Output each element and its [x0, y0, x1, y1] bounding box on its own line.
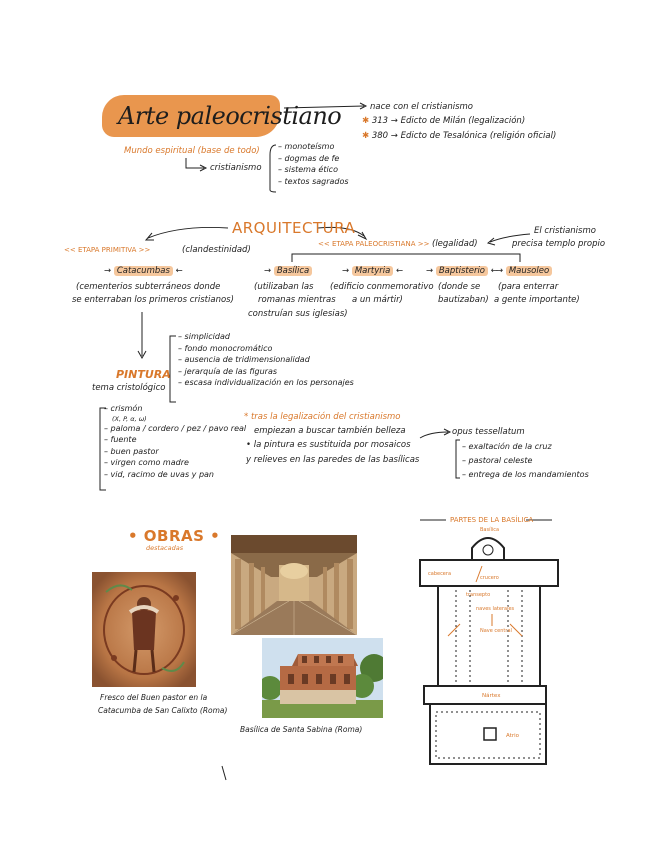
list-item: – simplicidad: [178, 332, 230, 341]
arch-note-1: El cristianismo: [534, 226, 596, 236]
mundo-sub: cristianismo: [210, 163, 262, 173]
edict-tesalonica: ✱ 380 → Edicto de Tesalónica (religión oficial): [362, 131, 557, 141]
mausoleo-desc-2: a gente importante): [494, 295, 580, 305]
plan-label-atrio: Atrio: [506, 733, 519, 739]
martyria-desc-1: (edificio conmemorativo: [330, 282, 434, 292]
martyria-desc-2: a un mártir): [352, 295, 403, 305]
mundo-label: Mundo espiritual (base de todo): [124, 146, 260, 156]
list-item: – vid, racimo de uvas y pan: [104, 469, 214, 479]
list-item: – crismón: [104, 404, 143, 413]
basilica: → Basílica: [264, 266, 312, 277]
etapa-paleo-note: (legalidad): [432, 239, 478, 249]
list-item: – virgen como madre: [104, 458, 189, 467]
caption-santa-sabina: Basílica de Santa Sabina (Roma): [240, 725, 363, 734]
obras-sub: destacadas: [146, 544, 184, 552]
caption-fresco-2: Catacumba de San Calixto (Roma): [98, 706, 228, 715]
section-title-pintura: PINTURA: [116, 368, 171, 381]
mausoleo: → Mausoleo: [496, 266, 552, 277]
plan-label-transepto: transepto: [466, 592, 491, 598]
intro-line: nace con el cristianismo: [370, 102, 473, 112]
martyria: → Martyria ←: [342, 266, 404, 276]
etapa-primitiva-note: (clandestinidad): [182, 245, 251, 255]
baptisterio-desc-1: (donde se: [438, 282, 481, 292]
mausoleo-desc-1: (para enterrar: [498, 282, 559, 292]
catacumbas: → Catacumbas ←: [104, 266, 183, 276]
baptisterio: → Baptisterio ←: [426, 266, 498, 276]
section-title-obras: • OBRAS •: [128, 527, 221, 545]
asterisk-icon: ✱: [362, 116, 372, 126]
list-item: – jerarquía de las figuras: [178, 366, 278, 376]
plan-label-naves: naves laterales: [476, 606, 515, 612]
list-item: – dogmas de fe: [278, 153, 340, 163]
asterisk-icon: ✱: [362, 131, 372, 141]
list-item: – entrega de los mandamientos: [462, 470, 589, 479]
legal-line-1: empiezan a buscar también belleza: [254, 426, 406, 436]
list-item: – pastoral celeste: [462, 456, 533, 465]
section-title-arquitectura: ARQUITECTURA: [232, 219, 356, 237]
arch-note-2: precisa templo propio: [512, 239, 606, 249]
page-title: Arte paleocristiano: [118, 102, 342, 130]
plan-label-crucero: crucero: [480, 575, 499, 581]
plan-label-nave-central: Nave central: [480, 628, 512, 634]
list-item: – exaltación de la cruz: [462, 442, 552, 451]
catacumbas-desc-1: (cementerios subterráneos donde: [76, 282, 221, 292]
list-item: – monoteísmo: [278, 142, 335, 151]
legal-line-2: • la pintura es sustituida por mosaicos: [246, 440, 411, 450]
list-item: – fondo monocromático: [178, 343, 273, 353]
list-item: – sistema ético: [278, 165, 338, 174]
tema-cristologico: tema cristológico: [92, 383, 166, 393]
list-item: – textos sagrados: [278, 176, 349, 186]
basilica-desc-2: romanas mientras: [258, 295, 336, 305]
legal-head: * tras la legalización del cristianismo: [244, 412, 401, 422]
legal-line-3: y relieves en las paredes de las basílicas: [246, 455, 420, 465]
plan-label-basilica: Basílica: [480, 527, 500, 533]
etapa-primitiva: << ETAPA PRIMITIVA >>: [64, 246, 151, 254]
catacumbas-desc-2: se enterraban los primeros cristianos): [72, 295, 234, 305]
edict-milan: ✱ 313 → Edicto de Milán (legalización): [362, 116, 526, 126]
opus-tessellatum: opus tessellatum: [452, 427, 525, 437]
baptisterio-desc-2: bautizaban): [438, 295, 489, 305]
caption-fresco-1: Fresco del Buen pastor en la: [100, 693, 208, 702]
plano-title: PARTES DE LA BASÍLICA: [450, 516, 534, 524]
basilica-desc-3: construían sus iglesias): [248, 309, 348, 319]
list-item: – escasa individualización en los personajes: [178, 378, 354, 387]
basilica-desc-1: (utilizaban las: [254, 282, 314, 292]
list-item: – fuente: [104, 435, 137, 444]
list-item: – paloma / cordero / pez / pavo real: [104, 423, 247, 433]
list-item: – ausencia de tridimensionalidad: [178, 355, 310, 364]
list-item: (X, P, α, ω): [112, 414, 147, 423]
etapa-paleo: << ETAPA PALEOCRISTIANA >>: [318, 240, 430, 248]
plan-label-cabecera: cabecera: [428, 571, 452, 577]
list-item: – buen pastor: [104, 446, 159, 456]
plan-label-nartex: Nártex: [482, 693, 501, 699]
